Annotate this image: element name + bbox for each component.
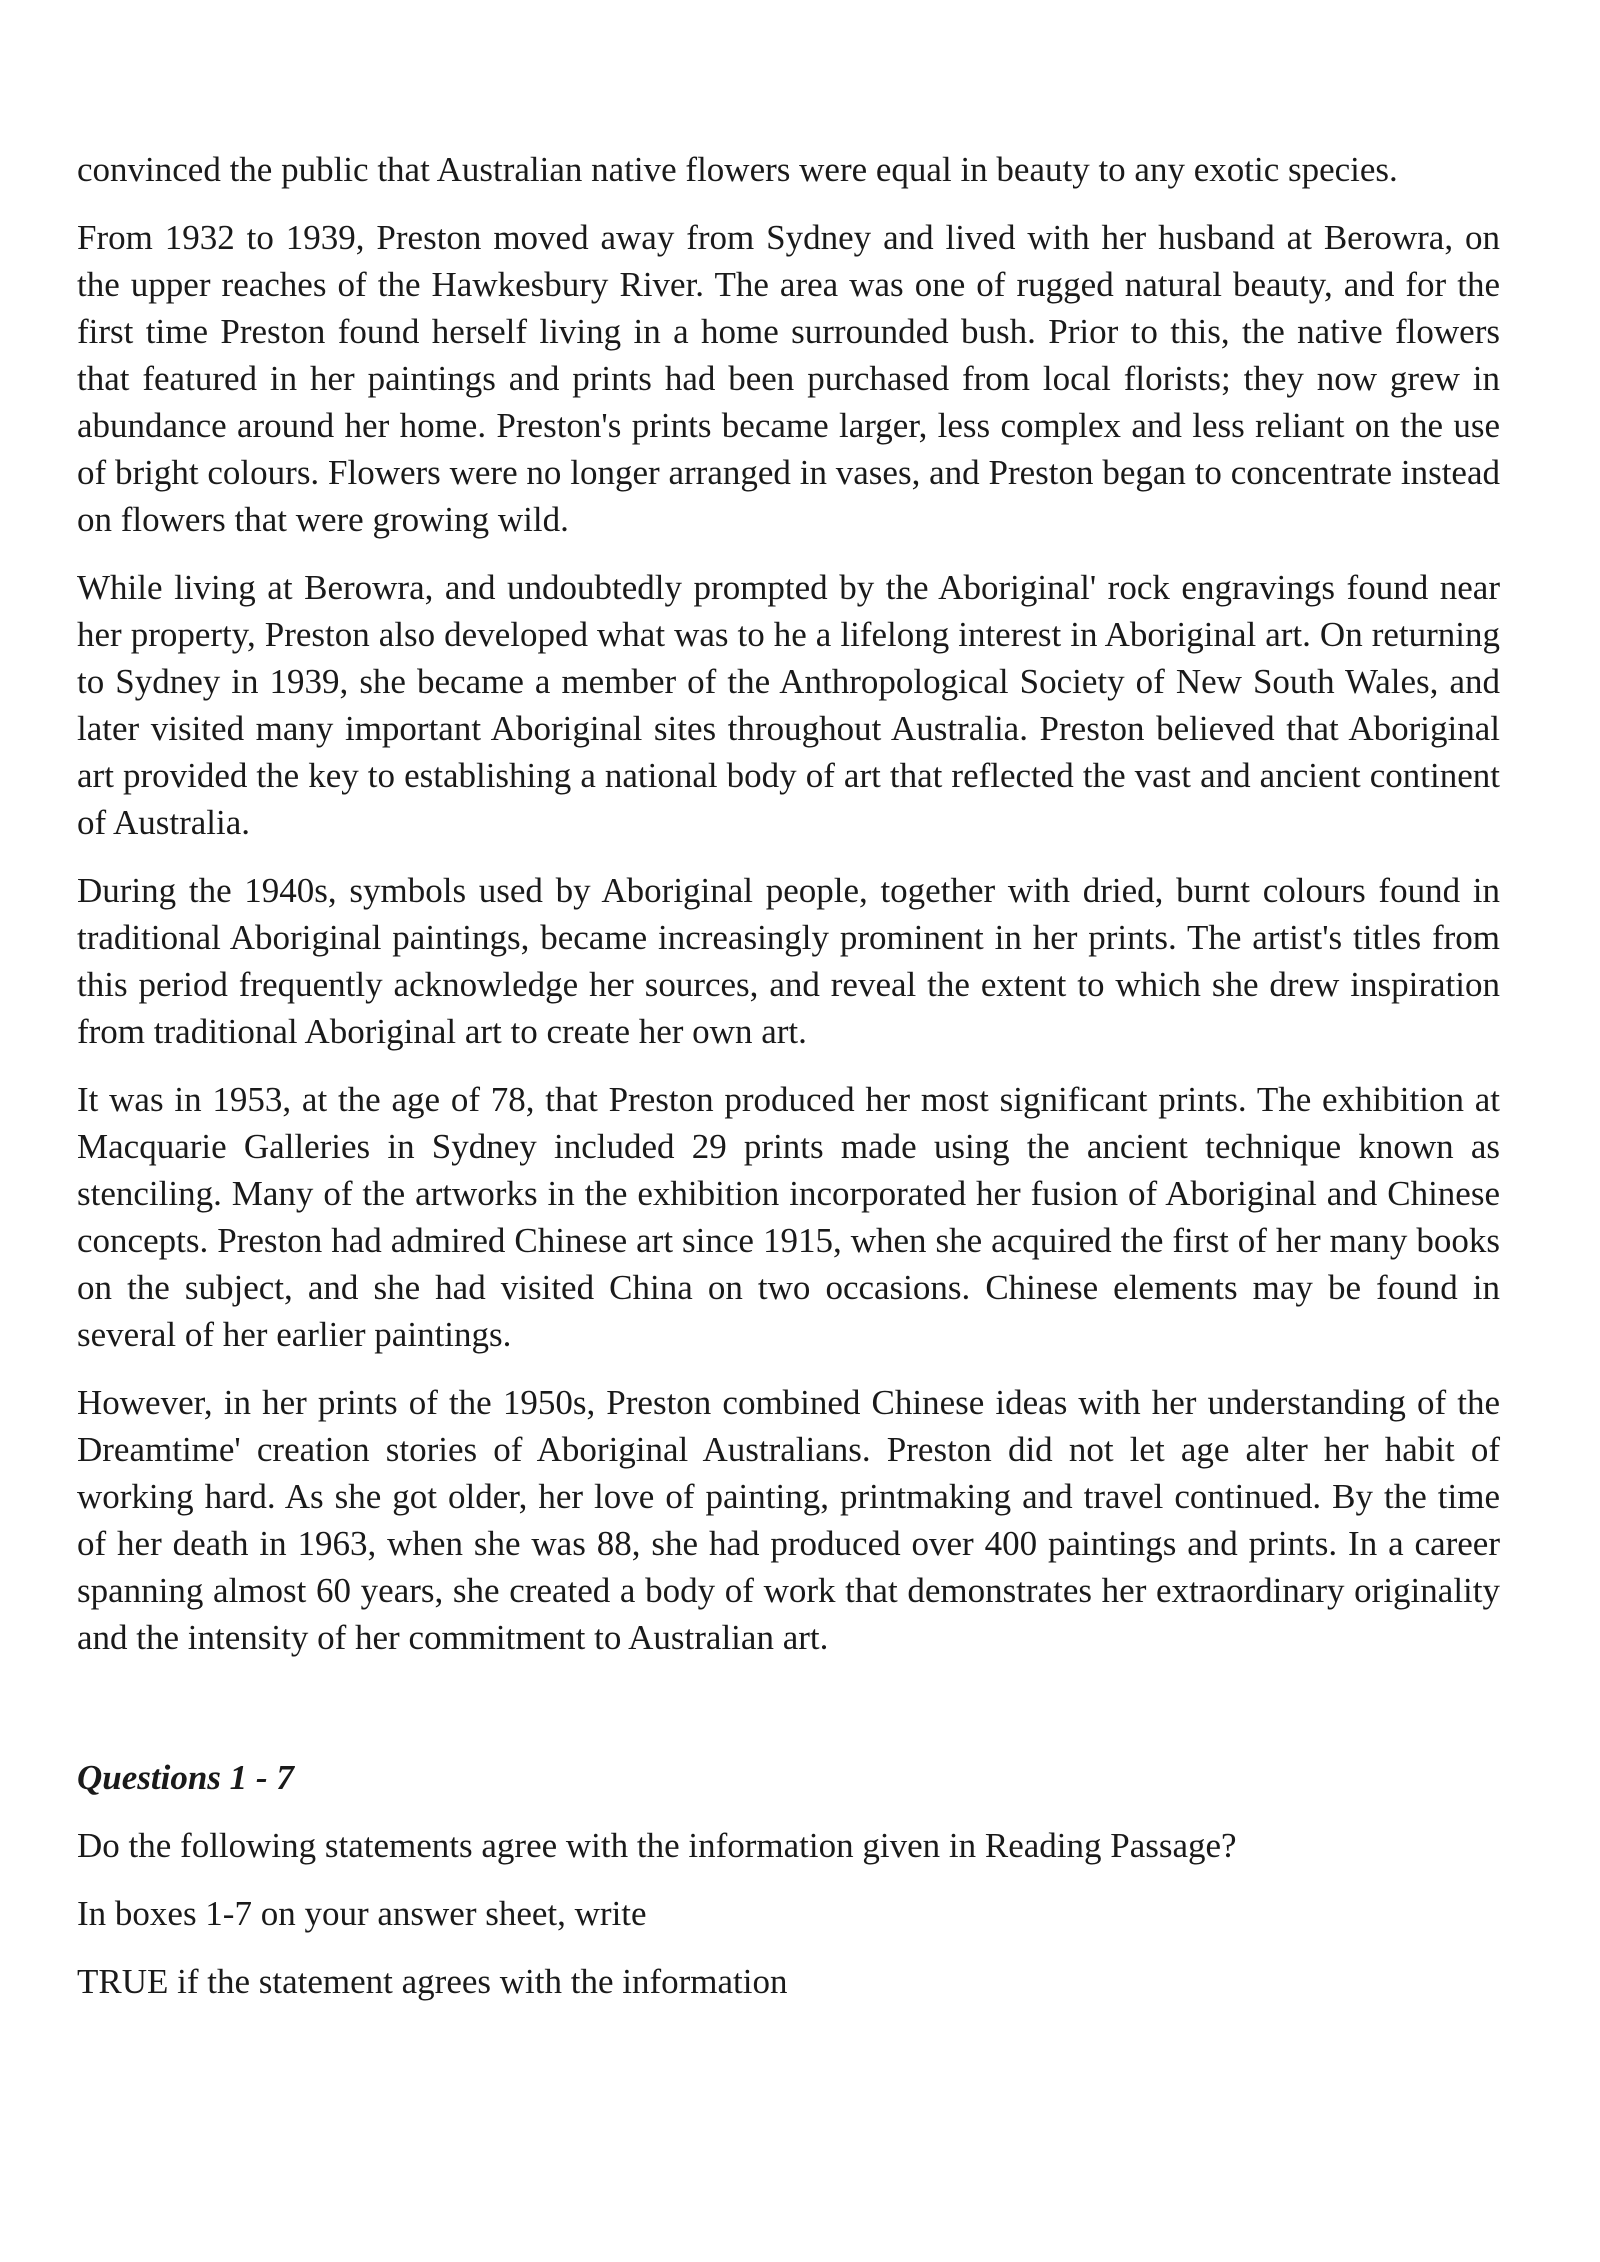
passage-paragraph: However, in her prints of the 1950s, Preston combined Chinese ideas with her understanding of the Dreamtime' creation stories of Aboriginal Australians. Preston did not let age alter her habit of working hard. As she got older, her love of painting, printmaking and travel continued. By the time of her death in 1963, when she was 88, she had produced over 400 paintings and prints. In a career spanning almost 60 years, she created a body of work that demonstrates her extraordinary originality and the intensity of her commitment to Australian art.	[77, 1383, 1500, 1657]
questions-instruction: In boxes 1-7 on your answer sheet, write	[77, 1894, 647, 1933]
questions-heading: Questions 1 - 7	[77, 1758, 294, 1797]
passage-paragraph: convinced the public that Australian native flowers were equal in beauty to any exotic species.	[77, 150, 1398, 189]
questions-instruction: TRUE if the statement agrees with the information	[77, 1962, 788, 2001]
passage-paragraph: While living at Berowra, and undoubtedly prompted by the Aboriginal' rock engravings found near her property, Preston also developed what was to he a lifelong interest in Aboriginal art. On returning to Sydney in 1939, she became a member of the Anthropological Society of New South Wales, and later visited many important Aboriginal sites throughout Australia. Preston believed that Aboriginal art provided the key to establishing a national body of art that reflected the vast and ancient continent of Australia.	[77, 568, 1500, 842]
document-page	[77, 146, 1500, 2026]
questions-instruction: Do the following statements agree with the information given in Reading Passage?	[77, 1826, 1237, 1865]
passage-paragraph: During the 1940s, symbols used by Aboriginal people, together with dried, burnt colours found in traditional Aboriginal paintings, became increasingly prominent in her prints. The artist's titles from this period frequently acknowledge her sources, and reveal the extent to which she drew inspiration from traditional Aboriginal art to create her own art.	[77, 871, 1500, 1051]
passage-paragraph: From 1932 to 1939, Preston moved away from Sydney and lived with her husband at Berowra, on the upper reaches of the Hawkesbury River. The area was one of rugged natural beauty, and for the first time Preston found herself living in a home surrounded bush. Prior to this, the native flowers that featured in her paintings and prints had been purchased from local florists; they now grew in abundance around her home. Preston's prints became larger, less complex and less reliant on the use of bright colours. Flowers were no longer arranged in vases, and Preston began to concentrate instead on flowers that were growing wild.	[77, 218, 1500, 539]
passage-paragraph: It was in 1953, at the age of 78, that Preston produced her most significant prints. The exhibition at Macquarie Galleries in Sydney included 29 prints made using the ancient technique known as stenciling. Many of the artworks in the exhibition incorporated her fusion of Aboriginal and Chinese concepts. Preston had admired Chinese art since 1915, when she acquired the first of her many books on the subject, and she had visited China on two occasions. Chinese elements may be found in several of her earlier paintings.	[77, 1080, 1500, 1354]
questions-section	[77, 1754, 1500, 2005]
reading-passage	[77, 146, 1500, 1661]
